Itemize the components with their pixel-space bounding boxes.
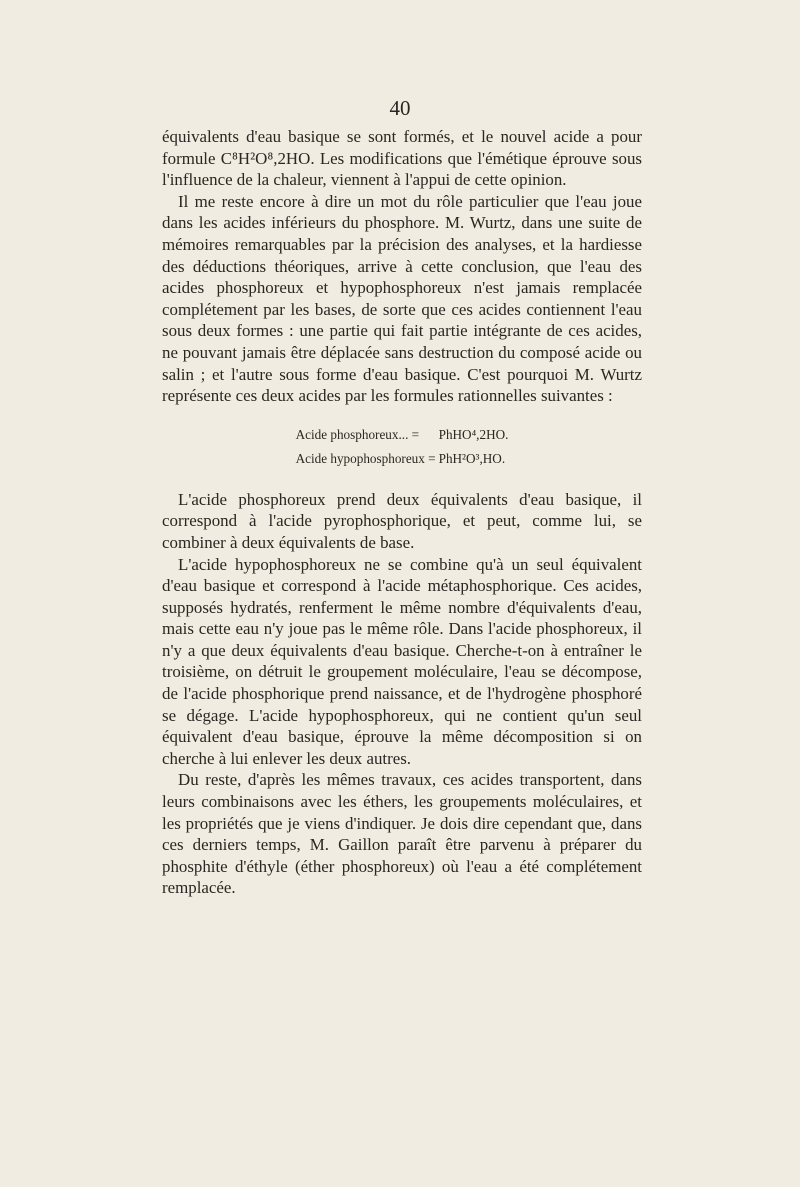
formula-value-phosphoreux: PhHO⁴,2HO. — [438, 426, 509, 442]
page-number: 40 — [389, 96, 411, 120]
paragraph-3: L'acide phosphoreux prend deux équivalents d'eau basique, il correspond à l'acide pyrophosphorique, et peut, comme lui, se combiner à deux équivalents de base. — [162, 489, 642, 552]
formula-value-hypophosphoreux: PhH²O³,HO. — [438, 450, 506, 466]
formula-label-hypophosphoreux: Acide hypophosphoreux = — [295, 450, 436, 466]
formula-label-phosphoreux: Acide phosphoreux... = — [295, 426, 420, 442]
formula-block — [162, 423, 642, 471]
paragraph-2: Il me reste encore à dire un mot du rôle particulier que l'eau joue dans les acides inférieurs du phosphore. M. Wurtz, dans une suite de mémoires remarquables par la précision des analyses, et la hardiesse des déductions théoriques, arrive à cette conclusion, que l'eau des acides phosphoreux et hypophosphoreux n'est jamais remplacée complétement par les bases, de sorte que ces acides contiennent l'eau sous deux formes : une partie qui fait partie intégrante de ces acides, ne pouvant jamais être déplacée sans destruction du composé acide ou salin ; et l'autre sous forme d'eau basique. C'est pourquoi M. Wurtz représente ces deux acides par les formules rationnelles suivantes : — [162, 191, 642, 406]
paragraph-5: Du reste, d'après les mêmes travaux, ces acides transportent, dans leurs combinaisons avec les éthers, les groupements moléculaires, et les propriétés que je viens d'indiquer. Je dois dire cependant que, dans ces derniers temps, M. Gaillon paraît être parvenu à préparer du phosphite d'éthyle (éther phosphoreux) où l'eau a été complétement remplacée. — [162, 770, 642, 898]
paragraph-1: équivalents d'eau basique se sont formés, et le nouvel acide a pour formule C⁸H²O⁸,2HO. Les modifications que l'émétique éprouve sous l'influence de la chaleur, viennent à l'appui de cette opinion. — [162, 127, 642, 190]
paragraph-4: L'acide hypophosphoreux ne se combine qu'à un seul équivalent d'eau basique et correspond à l'acide métaphosphorique. Ces acides, supposés hydratés, renferment le même nombre d'équivalents d'eau, mais cette eau n'y joue pas le même rôle. Dans l'acide phosphoreux, il n'y a que deux équivalents d'eau basique. Cherche-t-on à entraîner le troisième, on détruit le groupement moléculaire, l'eau se décompose, de l'acide phosphorique prend naissance, et de l'hydrogène phosphoré se dégage. L'acide hypophosphoreux, qui ne contient qu'un seul équivalent d'eau basique, éprouve la même décomposition si on cherche à lui enlever les deux autres. — [162, 554, 642, 768]
body-text — [162, 126, 642, 899]
